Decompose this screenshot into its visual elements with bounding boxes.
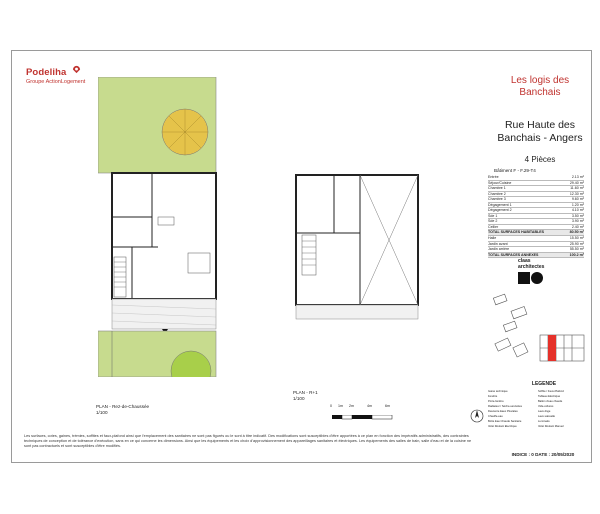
first-floor-caption xyxy=(293,390,318,402)
north-arrow-icon xyxy=(470,409,484,423)
scale-label: 1m xyxy=(338,404,343,408)
brand-subtitle: Groupe ActionLogement xyxy=(26,79,86,85)
surface-value: 55.50 m² xyxy=(569,247,584,252)
legend-list xyxy=(488,389,588,429)
surface-value: 4.10 m² xyxy=(571,208,584,213)
plan-sheet xyxy=(11,50,592,463)
ground-floor-plan xyxy=(98,77,218,377)
legend-item: Lave-vaisselle xyxy=(538,415,556,418)
first-floor-title: PLAN - R+1 xyxy=(293,390,318,395)
legend-item: Radiateur / Sèche-serviettes xyxy=(488,405,522,408)
ground-floor-caption xyxy=(96,404,149,416)
surface-value: 2.40 m² xyxy=(571,224,584,229)
project-address: Rue Haute des Banchais - Angers xyxy=(497,119,583,144)
surface-value: 100.2 m² xyxy=(569,252,584,257)
legend-item: Boîte Eau Chaude Sanitaire xyxy=(488,420,522,423)
surfaces-table xyxy=(488,175,584,258)
surface-label: Chambre 2 xyxy=(488,191,506,196)
surface-value: 1.20 m² xyxy=(571,202,584,207)
legend-item: Fenêtre xyxy=(488,395,498,398)
surface-label: Sde 2 xyxy=(488,219,498,224)
first-floor-scale: 1/100 xyxy=(293,396,305,401)
surface-label: Dégagement 2 xyxy=(488,208,512,213)
ground-floor-title: PLAN - Rez-de-Chaussée xyxy=(96,404,150,409)
legend-item: Ballon d'eau chaude xyxy=(538,400,563,403)
legend-item: Luminaire xyxy=(538,420,550,423)
building-label: Bâtiment F - F.29-T4 xyxy=(494,168,536,173)
surface-value: 11.60 m² xyxy=(570,186,584,191)
legend-item: Soffite / Faux-Plafond xyxy=(538,390,564,393)
legend-item: Chauffe-eau xyxy=(488,415,503,418)
legend-item: Volet Roulant Electrique xyxy=(488,425,517,428)
disclaimer-text: Les surfaces, cotes, gaines, trémies, soffites et faux-plafond ainsi que l'emplacement des sanitaires ne sont pas figurés ou le sont à titre indicatif. Des modifications sont susceptibles d'être apportées à ce plan en fonction des impératifs administratifs, des contraintes techniques de conception et de tolérance d'exécution, sans en ce qui concerne les dimensions. Ainsi que les équipements et les choix d'approvisionnement des appareillages sanitaires et électriques. Les équipements des salles de bain, salle d'eau et de la cuisine ne sont pas contractuels et sont susceptibles d'être modifiés. xyxy=(24,434,472,448)
surface-row xyxy=(488,253,584,259)
scale-label: 6m xyxy=(385,404,390,408)
surface-label: TOTAL SURFACES HABITABLES xyxy=(488,230,545,235)
surface-value: 25.90 m² xyxy=(569,241,584,246)
surface-value: 3.90 m² xyxy=(571,219,584,224)
surface-label: Jardin arrière xyxy=(488,247,510,252)
surface-label: Jardin avant xyxy=(488,241,508,246)
legend-title: LEGENDE xyxy=(531,381,557,387)
surface-label: Dégagement 1 xyxy=(488,202,512,207)
project-title: Les logis des Banchais xyxy=(510,75,570,98)
architect-mark-icon xyxy=(518,272,544,286)
scale-bar-labels xyxy=(330,404,390,408)
legend-item: Lave-linge xyxy=(538,410,551,413)
legend-item: Gaine technique xyxy=(488,390,508,393)
surface-label: Entrée xyxy=(488,175,499,179)
surface-value: 29.40 m² xyxy=(569,180,584,185)
surface-label: Chambre 1 xyxy=(488,186,506,191)
brand-mark-icon xyxy=(72,65,81,74)
legend-item: Porte-fenêtre xyxy=(488,400,504,403)
surface-label: Sde 1 xyxy=(488,213,498,218)
legend-item: Volet Roulant Manuel xyxy=(538,425,564,428)
first-floor-plan xyxy=(294,163,424,335)
architect-name: claas xyxy=(518,258,531,264)
legend-item: Tableau Electrique xyxy=(538,395,561,398)
surface-value: 2.13 m² xyxy=(571,175,584,179)
location-map xyxy=(490,291,590,371)
scale-label: 0 xyxy=(330,404,332,408)
surface-label: Chambre 3 xyxy=(488,197,506,202)
surface-value: 12.30 m² xyxy=(569,191,584,196)
brand-logo: Podeliha xyxy=(26,67,67,78)
surface-value: 9.60 m² xyxy=(571,197,584,202)
surface-value: 15.50 m² xyxy=(569,236,584,241)
rooms-label: 4 Pièces xyxy=(524,155,556,164)
architect-subtitle: architectes xyxy=(518,263,545,270)
architect-logo xyxy=(518,259,544,270)
scale-label: 2m xyxy=(349,404,354,408)
surface-value: 3.50 m² xyxy=(571,213,584,218)
scale-label: 4m xyxy=(367,404,372,408)
surface-label: Halle xyxy=(488,236,497,241)
surface-label: TOTAL SURFACES ANNEXES xyxy=(488,252,539,257)
highlighted-unit xyxy=(548,335,556,361)
revision-index: INDICE : 0 DATE : 20/05/2020 xyxy=(511,452,575,457)
legend-item: Vide-ordures xyxy=(538,405,554,408)
surface-label: Séjour/Cuisine xyxy=(488,180,512,185)
ground-floor-scale: 1/100 xyxy=(96,410,108,415)
scale-bar xyxy=(330,415,450,425)
legend-item: Descente Eaux Pluviales xyxy=(488,410,518,413)
rooms-count xyxy=(490,155,590,173)
surface-label: Cellier xyxy=(488,224,499,229)
surface-value: 80.50 m² xyxy=(569,230,584,235)
